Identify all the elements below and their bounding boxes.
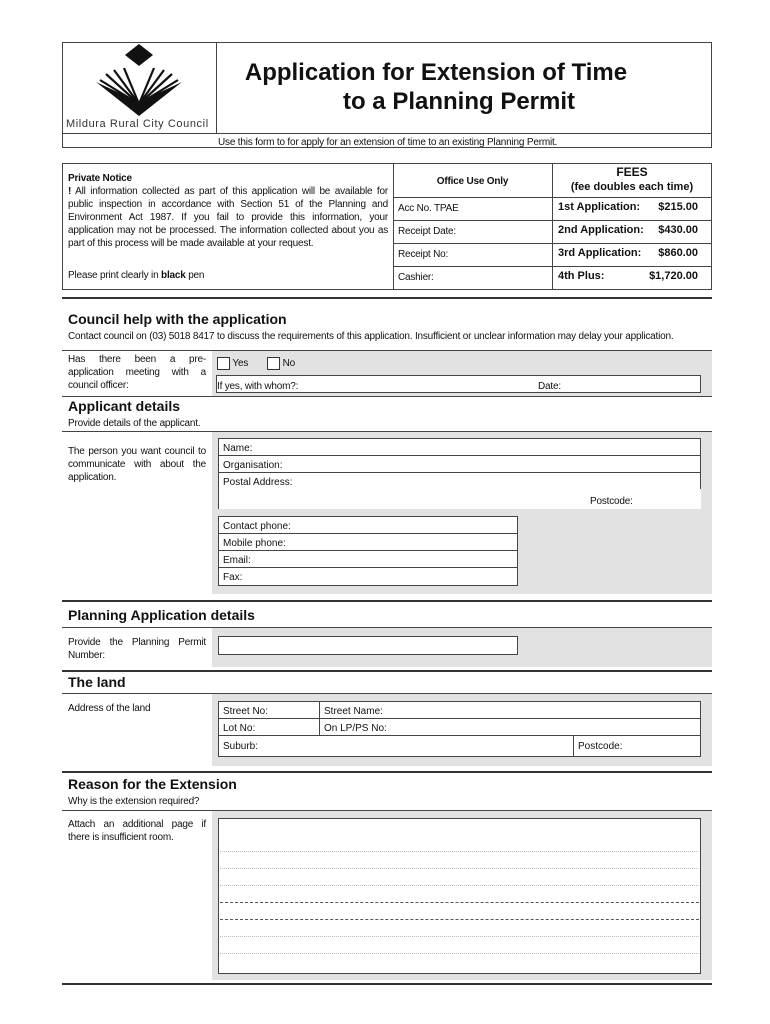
suburb-label: Suburb: — [223, 741, 259, 752]
fee-amount-4: $1,720.00 — [649, 270, 698, 282]
office-row-acc: Acc No. TPAE — [398, 203, 459, 214]
planning-permit-number-field[interactable] — [218, 636, 518, 655]
fee-label-3: 3rd Application: — [558, 247, 642, 259]
planning-rule — [62, 600, 712, 602]
email-label: Email: — [223, 555, 251, 566]
applicant-top-rule — [62, 431, 712, 432]
private-notice-text — [68, 185, 388, 250]
whom-label: If yes, with whom?: — [217, 381, 299, 392]
reason-line-6 — [220, 936, 699, 937]
suburb-field[interactable] — [218, 735, 574, 757]
street-no-label: Street No: — [223, 706, 269, 717]
fee-amount-3: $860.00 — [658, 247, 698, 259]
contact-phone-label: Contact phone: — [223, 521, 291, 532]
reason-line-2 — [220, 868, 699, 869]
yes-option[interactable] — [217, 357, 248, 370]
pre-app-bottom-rule — [62, 396, 712, 397]
street-name-label: Street Name: — [324, 706, 383, 717]
yes-label: Yes — [232, 358, 249, 370]
organisation-label: Organisation: — [223, 460, 283, 471]
fee-label-1: 1st Application: — [558, 201, 641, 213]
land-heading: The land — [68, 674, 126, 690]
fee-amount-2: $430.00 — [658, 224, 698, 236]
fee-label-2: 2nd Application: — [558, 224, 644, 236]
reason-top-rule — [62, 810, 712, 811]
print-bold: black — [161, 270, 186, 281]
pre-app-question: Has there been a pre-application meeting with a council officer: — [68, 354, 206, 391]
reason-heading: Reason for the Extension — [68, 776, 237, 792]
reason-desc: Attach an additional page if there is insufficient room. — [68, 819, 206, 843]
reason-line-3 — [220, 885, 699, 886]
fees-heading: FEES — [616, 165, 648, 179]
no-label: No — [282, 358, 295, 370]
mobile-phone-label: Mobile phone: — [223, 538, 286, 549]
notice-bullet: ! — [68, 186, 72, 197]
office-rule-1 — [393, 220, 712, 221]
council-help-contact: Contact council on (03) 5018 8417 to discuss the requirements of this application. Insufficient or unclear information may delay your application. — [68, 331, 674, 342]
on-lp-label: On LP/PS No: — [324, 723, 387, 734]
print-suffix: pen — [185, 270, 205, 281]
no-option[interactable] — [267, 357, 295, 370]
council-help-rule — [62, 297, 712, 299]
title-line-1: Application for Extension of Time — [244, 59, 628, 86]
form-subtitle: Use this form to for apply for an extension of time to an existing Planning Permit. — [218, 137, 558, 148]
yes-checkbox[interactable] — [217, 357, 230, 370]
fees-subheading: (fee doubles each time) — [570, 181, 694, 193]
fax-field[interactable] — [218, 567, 518, 586]
postal-address-label: Postal Address: — [223, 477, 293, 488]
planning-heading: Planning Application details — [68, 607, 255, 623]
land-rule — [62, 670, 712, 672]
fee-amount-1: $215.00 — [658, 201, 698, 213]
office-rule-0 — [393, 197, 712, 198]
print-prefix: Please print clearly in — [68, 270, 162, 281]
reason-line-1 — [220, 851, 699, 852]
applicant-sub: Provide details of the applicant. — [68, 418, 201, 429]
planning-desc: Provide the Planning Permit Number: — [68, 637, 206, 661]
reason-line-7 — [220, 953, 699, 954]
council-help-heading: Council help with the application — [68, 311, 287, 327]
private-notice-heading: Private Notice — [68, 173, 132, 184]
lot-no-label: Lot No: — [223, 723, 256, 734]
office-row-cashier: Cashier: — [398, 272, 434, 283]
office-use-heading: Office Use Only — [436, 176, 509, 187]
email-field[interactable] — [218, 550, 518, 568]
date-label: Date: — [538, 381, 561, 392]
name-label: Name: — [223, 443, 253, 454]
office-rule-3 — [393, 266, 712, 267]
office-row-receipt-no: Receipt No: — [398, 249, 449, 260]
reason-rule — [62, 771, 712, 773]
applicant-postcode-label: Postcode: — [590, 496, 633, 507]
reason-line-5 — [220, 919, 699, 920]
page-title — [216, 58, 656, 116]
fee-label-4: 4th Plus: — [558, 270, 605, 282]
pre-app-top-rule — [62, 350, 712, 351]
notice-body: All information collected as part of this application will be available for public inspection in accordance with Section 51 of the Planning and Environment Act 1987. If you fail to provide this information, your application may not be processed. The information collected about you as part of this process will be made available at your request. — [68, 186, 388, 249]
fax-label: Fax: — [223, 572, 243, 583]
header-rule — [62, 133, 712, 134]
footer-rule — [62, 983, 712, 985]
no-checkbox[interactable] — [267, 357, 280, 370]
applicant-desc: The person you want council to communicate with about the application. — [68, 446, 206, 483]
land-postcode-label: Postcode: — [578, 741, 623, 752]
office-row-receipt-date: Receipt Date: — [398, 226, 456, 237]
organisation-field[interactable] — [218, 455, 701, 473]
reason-textarea[interactable] — [218, 818, 701, 974]
reason-line-4 — [220, 902, 699, 903]
council-name: Mildura Rural City Council — [66, 118, 209, 130]
title-line-2: to a Planning Permit — [342, 88, 576, 115]
applicant-heading: Applicant details — [68, 398, 181, 414]
office-rule-2 — [393, 243, 712, 244]
council-logo-icon — [92, 44, 187, 116]
land-top-rule — [62, 693, 712, 694]
print-instruction — [68, 269, 204, 282]
name-field[interactable] — [218, 438, 701, 456]
land-desc: Address of the land — [68, 703, 151, 714]
reason-sub: Why is the extension required? — [68, 796, 200, 807]
planning-top-rule — [62, 627, 712, 628]
